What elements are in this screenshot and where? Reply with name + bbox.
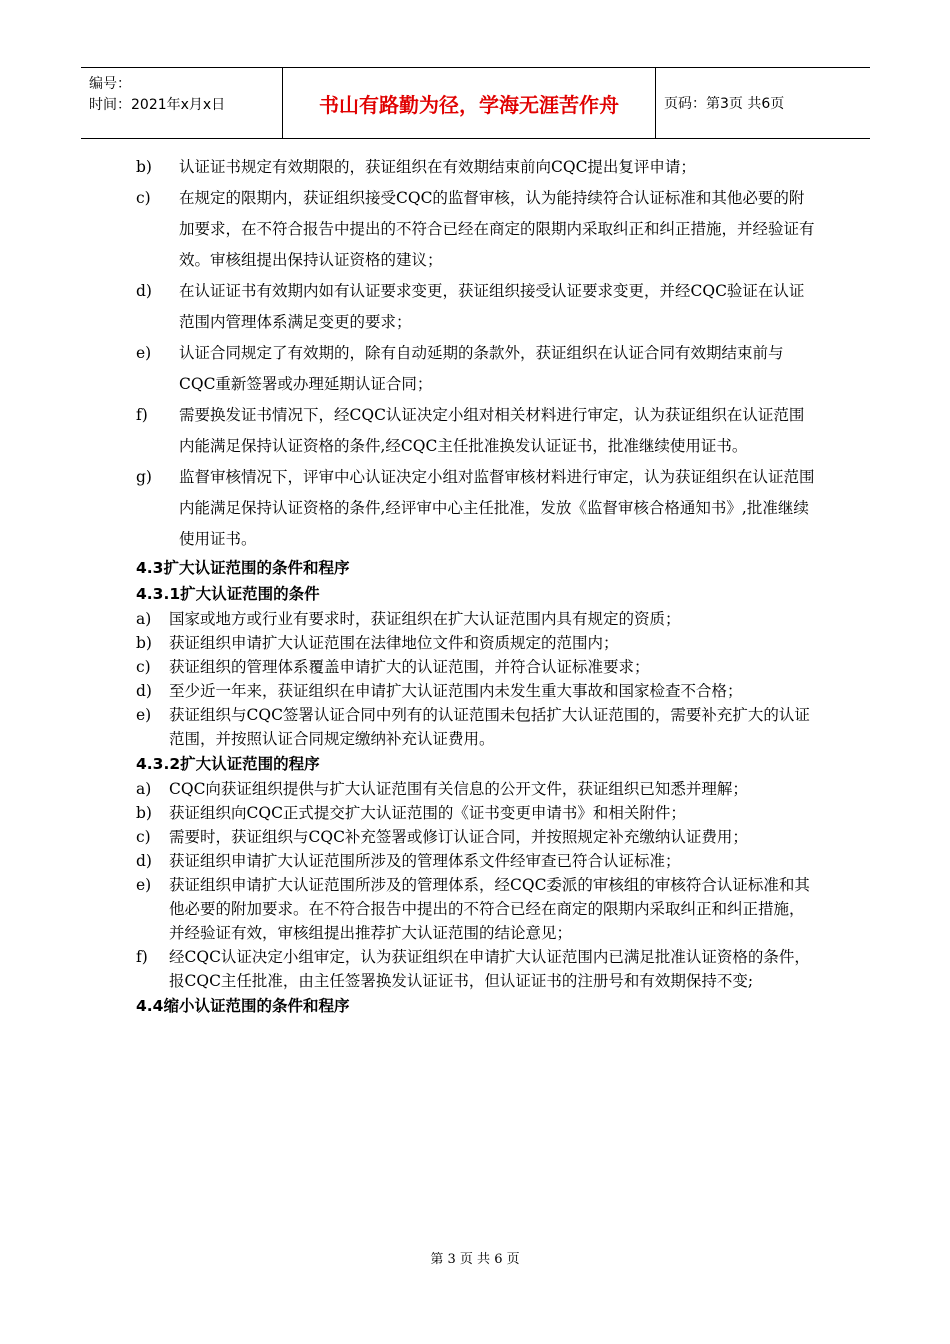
header-motto: 书山有路勤为径，学海无涯苦作舟 (283, 68, 656, 138)
list-item: f) 需要换发证书情况下，经CQC认证决定小组对相关材料进行审定，认为获证组织在认证范围内能满足保持认证资格的条件,经CQC主任批准换发认证证书，批准继续使用证书。 (136, 406, 805, 455)
heading-4-3-2: 4.3.2扩大认证范围的程序 (136, 755, 320, 773)
list-item: e) 获证组织申请扩大认证范围所涉及的管理体系，经CQC委派的审核组的审核符合认证标准和其他必要的附加要求。在不符合报告中提出的不符合已经在商定的限期内采取纠正和纠正措施，并经验证有效，审核组提出推荐扩大认证范围的结论意见； (136, 876, 810, 942)
number-label: 编号： (89, 76, 131, 92)
heading-4-4: 4.4缩小认证范围的条件和程序 (136, 997, 350, 1015)
page-header (81, 67, 870, 139)
page-footer: 第 3 页 共 6 页 (430, 1252, 520, 1267)
header-page-label: 页码：第3页 共6页 (664, 96, 785, 112)
list-item: c) 在规定的限期内，获证组织接受CQC的监督审核，认为能持续符合认证标准和其他必要的附加要求，在不符合报告中提出的不符合已经在商定的限期内采取纠正和纠正措施，并经验证有效。审核组提出保持认证资格的建议； (136, 189, 815, 269)
list-item: c) 需要时，获证组织与CQC补充签署或修订认证合同，并按照规定补充缴纳认证费用； (136, 828, 748, 846)
list-item: b) 获证组织向CQC正式提交扩大认证范围的《证书变更申请书》和相关附件； (136, 804, 686, 822)
heading-4-3: 4.3扩大认证范围的条件和程序 (136, 559, 350, 577)
list-item: d) 在认证证书有效期内如有认证要求变更，获证组织接受认证要求变更，并经CQC验证在认证范围内管理体系满足变更的要求； (136, 282, 805, 331)
section-4-3 (136, 555, 816, 1019)
list-item: a) 国家或地方或行业有要求时，获证组织在扩大认证范围内具有规定的资质； (136, 610, 681, 628)
list-item: e) 认证合同规定了有效期的，除有自动延期的条款外，获证组织在认证合同有效期结束前与CQC重新签署或办理延期认证合同； (136, 344, 784, 393)
list-item: b) 获证组织申请扩大认证范围在法律地位文件和资质规定的范围内； (136, 634, 619, 652)
list-item: d) 获证组织申请扩大认证范围所涉及的管理体系文件经审查已符合认证标准； (136, 852, 681, 870)
header-meta (81, 68, 283, 138)
list-item: a) CQC向获证组织提供与扩大认证范围有关信息的公开文件，获证组织已知悉并理解； (136, 780, 748, 798)
list-item: b) 认证证书规定有效期限的，获证组织在有效期结束前向CQC提出复评申请； (136, 158, 696, 176)
document-body (136, 152, 816, 1019)
list-item: f) 经CQC认证决定小组审定，认为获证组织在申请扩大认证范围内已满足批准认证资格的条件，报CQC主任批准，由主任签署换发认证证书，但认证证书的注册号和有效期保持不变; (136, 948, 810, 990)
list-item: d) 至少近一年来，获证组织在申请扩大认证范围内未发生重大事故和国家检查不合格； (136, 682, 743, 700)
section-continued-list (136, 152, 816, 555)
list-item: g) 监督审核情况下，评审中心认证决定小组对监督审核材料进行审定，认为获证组织在认证范围内能满足保持认证资格的条件,经评审中心主任批准，发放《监督审核合格通知书》,批准继续使用证书。 (136, 468, 815, 548)
list-item: e) 获证组织与CQC签署认证合同中列有的认证范围未包括扩大认证范围的，需要补充扩大的认证范围，并按照认证合同规定缴纳补充认证费用。 (136, 706, 810, 748)
list-item: c) 获证组织的管理体系覆盖申请扩大的认证范围，并符合认证标准要求； (136, 658, 650, 676)
heading-4-3-1: 4.3.1扩大认证范围的条件 (136, 585, 320, 603)
time-label: 时间：2021年x月x日 (89, 97, 226, 113)
